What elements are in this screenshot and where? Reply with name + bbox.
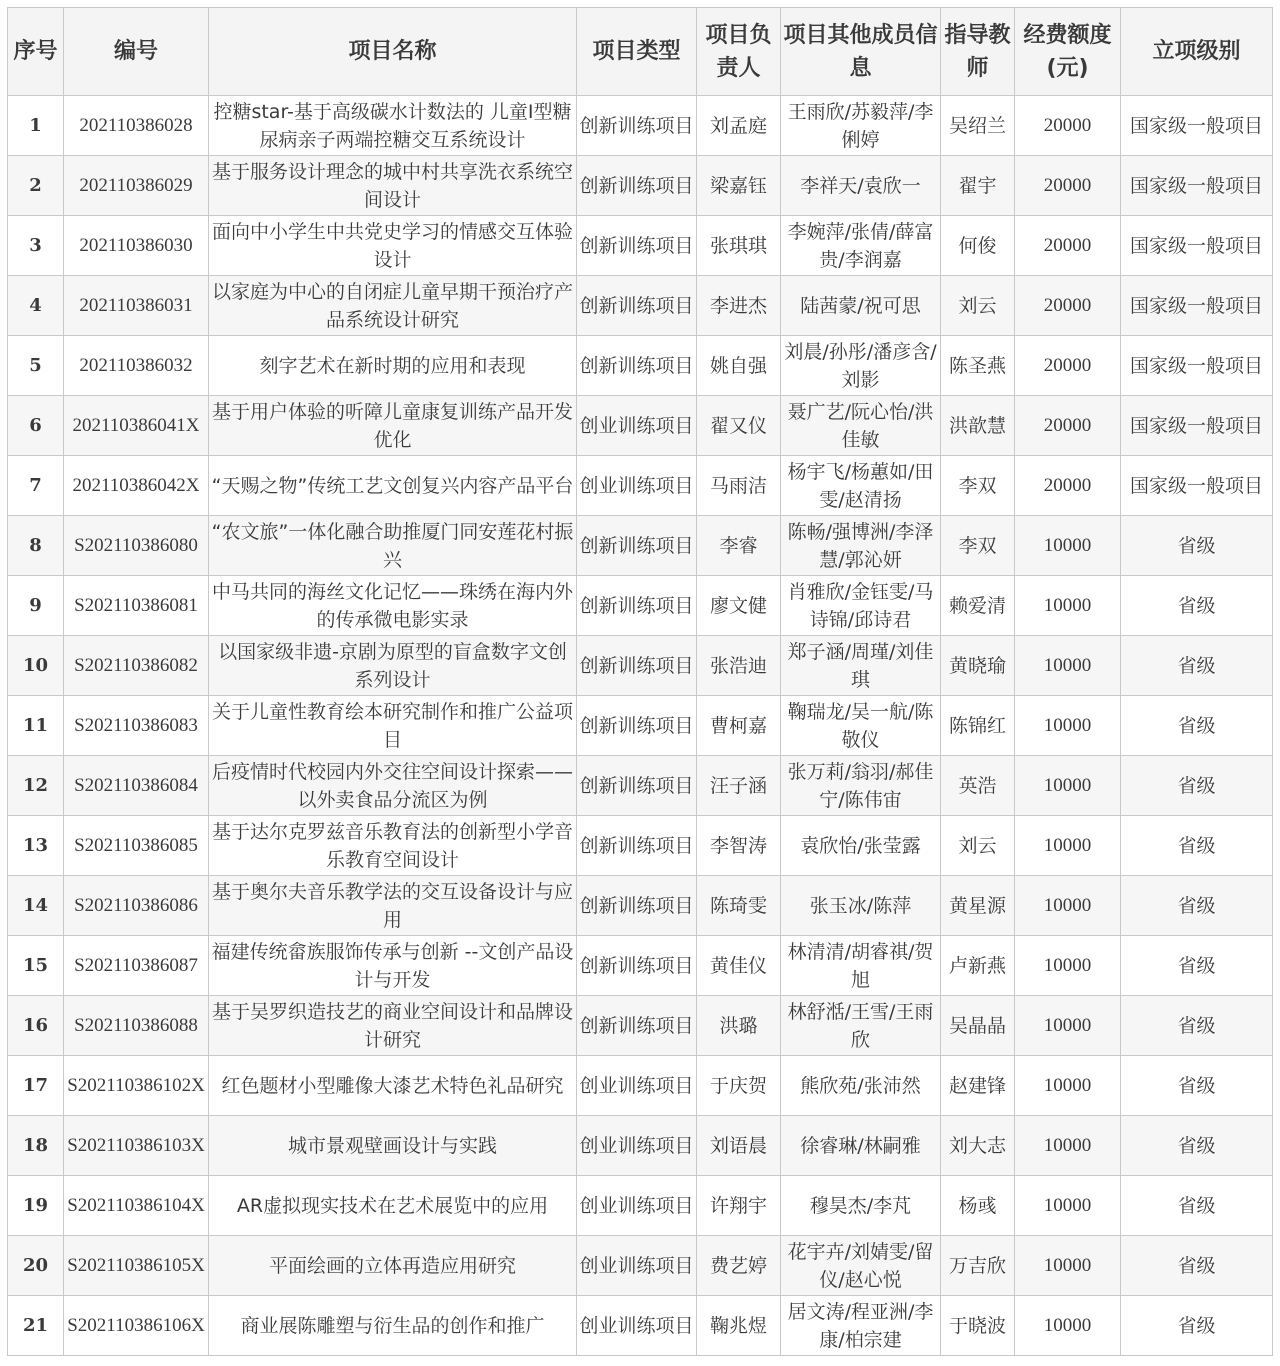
cell-id: S202110386087 [64, 936, 209, 996]
cell-leader: 马雨洁 [697, 456, 781, 516]
cell-teacher: 陈锦红 [941, 696, 1015, 756]
table-row [8, 156, 1273, 216]
cell-fund: 10000 [1015, 756, 1121, 816]
cell-type: 创业训练项目 [577, 1296, 697, 1356]
cell-name: 面向中小学生中共党史学习的情感交互体验设计 [209, 216, 577, 276]
cell-id: S202110386083 [64, 696, 209, 756]
cell-leader: 费艺婷 [697, 1236, 781, 1296]
cell-id: 202110386042X [64, 456, 209, 516]
cell-members: 杨宇飞/杨蕙如/田雯/赵清扬 [781, 456, 941, 516]
cell-name: 城市景观壁画设计与实践 [209, 1116, 577, 1176]
table-row [8, 1236, 1273, 1296]
cell-members: 陆茜蒙/祝可思 [781, 276, 941, 336]
cell-name: 基于吴罗织造技艺的商业空间设计和品牌设计研究 [209, 996, 577, 1056]
cell-name: 基于奥尔夫音乐教学法的交互设备设计与应用 [209, 876, 577, 936]
cell-id: S202110386106X [64, 1296, 209, 1356]
cell-members: 张万莉/翁羽/郝佳宁/陈伟宙 [781, 756, 941, 816]
cell-members: 郑子涵/周瑾/刘佳琪 [781, 636, 941, 696]
cell-id: 202110386031 [64, 276, 209, 336]
cell-name: 基于用户体验的听障儿童康复训练产品开发优化 [209, 396, 577, 456]
table-row [8, 1116, 1273, 1176]
cell-leader: 李进杰 [697, 276, 781, 336]
cell-members: 王雨欣/苏毅萍/李俐婷 [781, 96, 941, 156]
table-header-row [8, 8, 1273, 96]
header-seq: 序号 [8, 8, 64, 96]
cell-seq: 3 [8, 216, 64, 276]
cell-level: 省级 [1121, 696, 1273, 756]
cell-teacher: 卢新燕 [941, 936, 1015, 996]
cell-teacher: 于晓波 [941, 1296, 1015, 1356]
table-row [8, 576, 1273, 636]
table-row [8, 816, 1273, 876]
cell-leader: 刘语晨 [697, 1116, 781, 1176]
cell-fund: 10000 [1015, 576, 1121, 636]
cell-seq: 16 [8, 996, 64, 1056]
cell-fund: 10000 [1015, 1296, 1121, 1356]
cell-id: S202110386103X [64, 1116, 209, 1176]
cell-seq: 6 [8, 396, 64, 456]
cell-level: 省级 [1121, 1236, 1273, 1296]
cell-fund: 10000 [1015, 876, 1121, 936]
table-row [8, 96, 1273, 156]
cell-seq: 7 [8, 456, 64, 516]
cell-teacher: 黄晓瑜 [941, 636, 1015, 696]
cell-leader: 姚自强 [697, 336, 781, 396]
project-table [7, 7, 1273, 1356]
cell-fund: 10000 [1015, 1056, 1121, 1116]
table-row [8, 636, 1273, 696]
cell-type: 创业训练项目 [577, 1116, 697, 1176]
cell-fund: 20000 [1015, 396, 1121, 456]
cell-level: 国家级一般项目 [1121, 216, 1273, 276]
cell-fund: 10000 [1015, 1236, 1121, 1296]
cell-fund: 10000 [1015, 636, 1121, 696]
cell-id: S202110386085 [64, 816, 209, 876]
cell-members: 聂广艺/阮心怡/洪佳敏 [781, 396, 941, 456]
cell-level: 国家级一般项目 [1121, 156, 1273, 216]
cell-level: 省级 [1121, 1176, 1273, 1236]
cell-type: 创新训练项目 [577, 696, 697, 756]
cell-id: S202110386105X [64, 1236, 209, 1296]
cell-teacher: 赵建锋 [941, 1056, 1015, 1116]
cell-seq: 18 [8, 1116, 64, 1176]
cell-level: 省级 [1121, 816, 1273, 876]
cell-teacher: 何俊 [941, 216, 1015, 276]
cell-fund: 10000 [1015, 696, 1121, 756]
cell-name: 后疫情时代校园内外交往空间设计探索——以外卖食品分流区为例 [209, 756, 577, 816]
cell-fund: 10000 [1015, 816, 1121, 876]
cell-leader: 于庆贺 [697, 1056, 781, 1116]
cell-members: 肖雅欣/金钰雯/马诗锦/邱诗君 [781, 576, 941, 636]
cell-type: 创业训练项目 [577, 396, 697, 456]
cell-teacher: 黄星源 [941, 876, 1015, 936]
header-fund: 经费额度(元) [1015, 8, 1121, 96]
cell-id: S202110386102X [64, 1056, 209, 1116]
cell-teacher: 翟宇 [941, 156, 1015, 216]
cell-leader: 黄佳仪 [697, 936, 781, 996]
cell-seq: 19 [8, 1176, 64, 1236]
cell-type: 创业训练项目 [577, 1176, 697, 1236]
cell-level: 国家级一般项目 [1121, 96, 1273, 156]
cell-fund: 10000 [1015, 1116, 1121, 1176]
cell-level: 国家级一般项目 [1121, 456, 1273, 516]
cell-leader: 鞠兆煜 [697, 1296, 781, 1356]
cell-id: S202110386082 [64, 636, 209, 696]
cell-id: S202110386081 [64, 576, 209, 636]
cell-id: S202110386086 [64, 876, 209, 936]
cell-leader: 汪子涵 [697, 756, 781, 816]
cell-members: 李婉萍/张倩/薛富贵/李润嘉 [781, 216, 941, 276]
cell-type: 创业训练项目 [577, 456, 697, 516]
table-row [8, 936, 1273, 996]
header-leader: 项目负责人 [697, 8, 781, 96]
cell-level: 省级 [1121, 996, 1273, 1056]
project-table-container [7, 7, 1273, 1356]
cell-seq: 17 [8, 1056, 64, 1116]
cell-leader: 刘孟庭 [697, 96, 781, 156]
table-row [8, 1176, 1273, 1236]
cell-type: 创新训练项目 [577, 336, 697, 396]
cell-name: 以国家级非遗-京剧为原型的盲盒数字文创系列设计 [209, 636, 577, 696]
cell-seq: 12 [8, 756, 64, 816]
cell-teacher: 吴绍兰 [941, 96, 1015, 156]
cell-name: 红色题材小型雕像大漆艺术特色礼品研究 [209, 1056, 577, 1116]
cell-leader: 陈琦雯 [697, 876, 781, 936]
cell-id: 202110386041X [64, 396, 209, 456]
cell-leader: 张琪琪 [697, 216, 781, 276]
cell-members: 居文涛/程亚洲/李康/柏宗建 [781, 1296, 941, 1356]
cell-teacher: 刘云 [941, 276, 1015, 336]
cell-members: 穆昊杰/李芃 [781, 1176, 941, 1236]
cell-level: 省级 [1121, 516, 1273, 576]
cell-level: 国家级一般项目 [1121, 396, 1273, 456]
cell-level: 省级 [1121, 876, 1273, 936]
cell-type: 创新训练项目 [577, 636, 697, 696]
table-row [8, 276, 1273, 336]
cell-teacher: 李双 [941, 516, 1015, 576]
cell-name: 刻字艺术在新时期的应用和表现 [209, 336, 577, 396]
cell-members: 鞠瑞龙/吴一航/陈敬仪 [781, 696, 941, 756]
cell-seq: 2 [8, 156, 64, 216]
cell-id: 202110386029 [64, 156, 209, 216]
cell-seq: 13 [8, 816, 64, 876]
cell-type: 创新训练项目 [577, 876, 697, 936]
table-row [8, 396, 1273, 456]
cell-members: 李祥天/袁欣一 [781, 156, 941, 216]
cell-members: 陈畅/强博洲/李泽慧/郭沁妍 [781, 516, 941, 576]
cell-type: 创新训练项目 [577, 936, 697, 996]
cell-level: 省级 [1121, 576, 1273, 636]
cell-type: 创新训练项目 [577, 816, 697, 876]
cell-members: 花宇卉/刘婧雯/留仪/赵心悦 [781, 1236, 941, 1296]
cell-level: 省级 [1121, 1116, 1273, 1176]
cell-seq: 21 [8, 1296, 64, 1356]
cell-leader: 许翔宇 [697, 1176, 781, 1236]
cell-seq: 10 [8, 636, 64, 696]
cell-leader: 梁嘉钰 [697, 156, 781, 216]
cell-level: 国家级一般项目 [1121, 276, 1273, 336]
header-teacher: 指导教师 [941, 8, 1015, 96]
table-row [8, 216, 1273, 276]
table-row [8, 336, 1273, 396]
cell-level: 省级 [1121, 1056, 1273, 1116]
cell-teacher: 万吉欣 [941, 1236, 1015, 1296]
table-row [8, 1056, 1273, 1116]
cell-type: 创新训练项目 [577, 276, 697, 336]
cell-name: 平面绘画的立体再造应用研究 [209, 1236, 577, 1296]
header-id: 编号 [64, 8, 209, 96]
cell-id: S202110386104X [64, 1176, 209, 1236]
cell-seq: 8 [8, 516, 64, 576]
cell-name: “农文旅”一体化融合助推厦门同安莲花村振兴 [209, 516, 577, 576]
cell-fund: 20000 [1015, 156, 1121, 216]
cell-seq: 20 [8, 1236, 64, 1296]
cell-name: 中马共同的海丝文化记忆——珠绣在海内外的传承微电影实录 [209, 576, 577, 636]
cell-leader: 曹柯嘉 [697, 696, 781, 756]
cell-fund: 20000 [1015, 276, 1121, 336]
header-type: 项目类型 [577, 8, 697, 96]
cell-type: 创新训练项目 [577, 996, 697, 1056]
cell-type: 创新训练项目 [577, 756, 697, 816]
cell-id: 202110386028 [64, 96, 209, 156]
cell-members: 林舒湉/王雪/王雨欣 [781, 996, 941, 1056]
cell-fund: 20000 [1015, 96, 1121, 156]
cell-fund: 10000 [1015, 1176, 1121, 1236]
cell-id: S202110386080 [64, 516, 209, 576]
cell-type: 创业训练项目 [577, 1236, 697, 1296]
cell-fund: 20000 [1015, 336, 1121, 396]
table-row [8, 996, 1273, 1056]
cell-fund: 20000 [1015, 216, 1121, 276]
cell-fund: 10000 [1015, 996, 1121, 1056]
header-level: 立项级别 [1121, 8, 1273, 96]
header-name: 项目名称 [209, 8, 577, 96]
cell-leader: 洪璐 [697, 996, 781, 1056]
cell-members: 袁欣怡/张莹露 [781, 816, 941, 876]
cell-name: 关于儿童性教育绘本研究制作和推广公益项目 [209, 696, 577, 756]
cell-level: 省级 [1121, 636, 1273, 696]
cell-teacher: 李双 [941, 456, 1015, 516]
cell-fund: 10000 [1015, 936, 1121, 996]
cell-name: “天赐之物”传统工艺文创复兴内容产品平台 [209, 456, 577, 516]
cell-type: 创新训练项目 [577, 96, 697, 156]
cell-leader: 廖文健 [697, 576, 781, 636]
cell-teacher: 陈圣燕 [941, 336, 1015, 396]
cell-leader: 李智涛 [697, 816, 781, 876]
cell-name: 控糖star-基于高级碳水计数法的 儿童I型糖尿病亲子两端控糖交互系统设计 [209, 96, 577, 156]
table-row [8, 876, 1273, 936]
cell-id: S202110386084 [64, 756, 209, 816]
cell-type: 创新训练项目 [577, 516, 697, 576]
cell-seq: 9 [8, 576, 64, 636]
cell-seq: 5 [8, 336, 64, 396]
cell-type: 创新训练项目 [577, 156, 697, 216]
cell-type: 创业训练项目 [577, 1056, 697, 1116]
cell-name: 基于服务设计理念的城中村共享洗衣系统空间设计 [209, 156, 577, 216]
cell-leader: 翟又仪 [697, 396, 781, 456]
cell-members: 徐睿琳/林嗣雅 [781, 1116, 941, 1176]
cell-teacher: 英浩 [941, 756, 1015, 816]
cell-members: 张玉冰/陈萍 [781, 876, 941, 936]
cell-leader: 张浩迪 [697, 636, 781, 696]
cell-teacher: 杨彧 [941, 1176, 1015, 1236]
cell-name: 以家庭为中心的自闭症儿童早期干预治疗产品系统设计研究 [209, 276, 577, 336]
cell-teacher: 刘大志 [941, 1116, 1015, 1176]
cell-fund: 10000 [1015, 516, 1121, 576]
cell-teacher: 洪歆慧 [941, 396, 1015, 456]
table-row [8, 756, 1273, 816]
cell-seq: 15 [8, 936, 64, 996]
cell-seq: 4 [8, 276, 64, 336]
cell-teacher: 吴晶晶 [941, 996, 1015, 1056]
cell-name: 商业展陈雕塑与衍生品的创作和推广 [209, 1296, 577, 1356]
cell-level: 国家级一般项目 [1121, 336, 1273, 396]
cell-level: 省级 [1121, 1296, 1273, 1356]
cell-type: 创新训练项目 [577, 216, 697, 276]
cell-name: AR虚拟现实技术在艺术展览中的应用 [209, 1176, 577, 1236]
cell-level: 省级 [1121, 756, 1273, 816]
cell-members: 刘晨/孙彤/潘彦含/刘影 [781, 336, 941, 396]
cell-name: 福建传统畲族服饰传承与创新 --文创产品设计与开发 [209, 936, 577, 996]
cell-members: 熊欣苑/张沛然 [781, 1056, 941, 1116]
table-row [8, 696, 1273, 756]
cell-seq: 14 [8, 876, 64, 936]
cell-teacher: 赖爱清 [941, 576, 1015, 636]
cell-members: 林清清/胡睿祺/贺旭 [781, 936, 941, 996]
cell-type: 创新训练项目 [577, 576, 697, 636]
cell-id: S202110386088 [64, 996, 209, 1056]
cell-id: 202110386032 [64, 336, 209, 396]
table-row [8, 456, 1273, 516]
cell-seq: 1 [8, 96, 64, 156]
table-row [8, 1296, 1273, 1356]
cell-seq: 11 [8, 696, 64, 756]
cell-teacher: 刘云 [941, 816, 1015, 876]
cell-level: 省级 [1121, 936, 1273, 996]
cell-name: 基于达尔克罗兹音乐教育法的创新型小学音乐教育空间设计 [209, 816, 577, 876]
header-members: 项目其他成员信息 [781, 8, 941, 96]
cell-fund: 20000 [1015, 456, 1121, 516]
cell-id: 202110386030 [64, 216, 209, 276]
table-row [8, 516, 1273, 576]
cell-leader: 李睿 [697, 516, 781, 576]
